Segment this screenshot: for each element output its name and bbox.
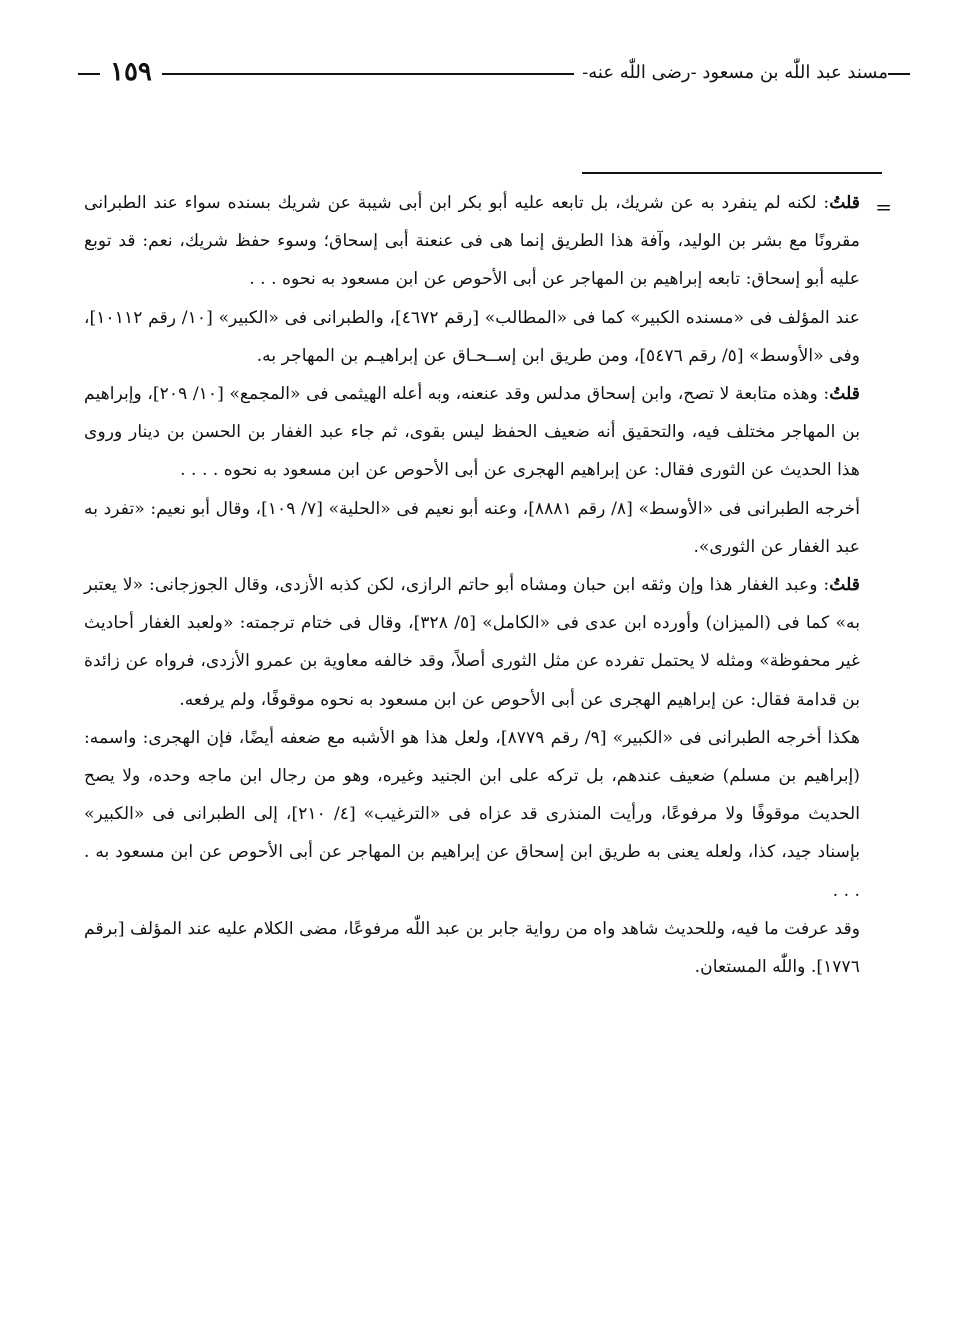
paragraph-text: عند المؤلف فى «مسنده الكبير» كما فى «المطالب» [رقم ٤٦٧٢]، والطبرانى فى «الكبير» [١٠/ رقم ١٠١١٢]، وفى «الأوسط» [٥/ رقم ٥٤٧٦]، ومن طريق ابن إســحـاق عن إبراهيـم بن المهاجر به. <box>84 307 860 366</box>
header-dash-left <box>78 73 100 75</box>
paragraph-label: قلتُ <box>829 193 860 213</box>
continuation-mark: = <box>875 195 892 219</box>
paragraph-text: : لكنه لم ينفرد به عن شريك، بل تابعه عليه أبو بكر ابن أبى شيبة عن شريك بسنده سواء عند الطبرانى مقرونًا مع بشر بن الوليد، وآفة هذا الطريق إنما هى فى عنعنة أبى إسحاق؛ وسوء حفظ شريك، نعم: قد توبع عليه أبو إسحاق: تابعه إبراهيم بن المهاجر عن أبى الأحوص عن ابن مسعود به نحوه . . . <box>84 193 860 290</box>
paragraph-text: : وهذه متابعة لا تصح، وابن إسحاق مدلس وقد عنعنه، وبه أعله الهيثمى فى «المجمع» [١٠/ ٢٠٩]، وإبراهيم بن المهاجر مختلف فيه، والتحقيق أنه ضعيف الحفظ ليس بقوى، ثم جاء عبد الغفار بن الحسن بن دينار وروى هذا الحديث عن الثورى فقال: عن إبراهيم الهجرى عن أبى الأحوص عن ابن مسعود به نحوه . . . . <box>84 384 860 481</box>
paragraph <box>84 910 860 986</box>
running-title: مسند عبد اللّٰه بن مسعود -رضى اللّٰه عنه- <box>582 61 888 83</box>
header-dash-right <box>888 73 910 75</box>
paragraph-text: أخرجه الطبرانى فى «الأوسط» [٨/ رقم ٨٨٨١]، وعنه أبو نعيم فى «الحلية» [٧/ ١٠٩]، وقال أبو نعيم: «تفرد به عبد الغفار عن الثورى». <box>84 498 860 557</box>
paragraph-text: هكذا أخرجه الطبرانى فى «الكبير» [٩/ رقم ٨٧٧٩]، ولعل هذا هو الأشبه مع ضعفه أيضًا، فإن الهجرى: واسمه: (إبراهيم بن مسلم) ضعيف عندهم، بل تركه على ابن الجنيد وغيره، وهو من رجال ابن ماجه وحده، ولا يصح الحديث موقوفًا ولا مرفوعًا، ورأيت المنذرى قد عزاه فى «الترغيب» [٤/ ٢١٠]، إلى الطبرانى فى «الكبير» بإسناد جيد، كذا، ولعله يعنى به طريق ابن إسحاق عن إبراهيم بن المهاجر عن أبى الأحوص عن ابن مسعود به . . . . <box>84 727 861 901</box>
page-number: ١٥٩ <box>110 57 152 87</box>
paragraph <box>84 566 860 719</box>
paragraph-text: : وعبد الغفار هذا وإن وثقه ابن حبان ومشاه أبو حاتم الرازى، لكن كذبه الأزدى، وقال الجوزجانى: «لا يعتبر به» كما فى (الميزان) وأورده ابن عدى فى «الكامل» [٥/ ٣٢٨]، وقال فى ختام ترجمته: «ولعبد الغفار أحاديث غير محفوظة» ومثله لا يحتمل تفرده عن مثل الثورى أصلاً، وقد خالفه معاوية بن عمرو الأزدى، فرواه عن زائدة بن قدامة فقال: عن إبراهيم الهجرى عن أبى الأحوص عن ابن مسعود به نحوه موقوفًا، ولم يرفعه. <box>84 575 860 710</box>
running-header <box>78 52 910 92</box>
paragraph-text: وقد عرفت ما فيه، وللحديث شاهد واه من رواية جابر بن عبد اللّٰه مرفوعًا، مضى الكلام عليه عند المؤلف [برقم ١٧٧٦]. واللّٰه المستعان. <box>84 918 860 978</box>
paragraph <box>84 299 860 375</box>
header-rule <box>162 73 574 75</box>
paragraph <box>84 375 860 490</box>
paragraph <box>84 719 860 910</box>
footnote-body <box>84 184 860 986</box>
paragraph-label: قلتُ <box>829 575 860 596</box>
paragraph-label: قلتُ <box>829 384 860 405</box>
footnote-separator <box>582 172 882 174</box>
paragraph <box>84 184 860 299</box>
paragraph <box>84 490 860 566</box>
